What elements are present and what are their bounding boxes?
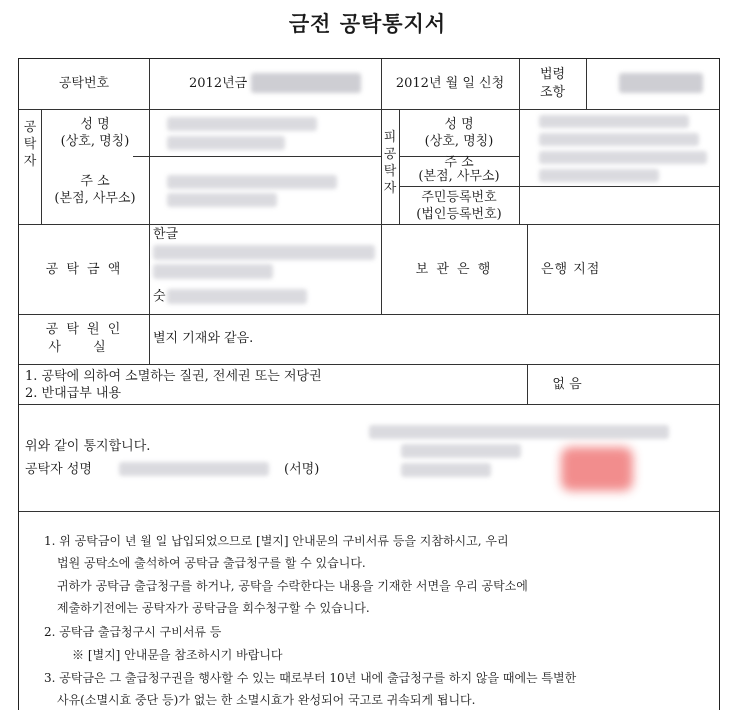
col-divider [586,59,587,109]
depositor-side-label: 공 탁 자 [23,120,37,169]
depositee-side-label: 피 공 탁 자 [383,130,397,196]
cause-label: 공 탁 원 인 [45,322,123,337]
redacted-area [153,245,375,260]
row-divider [519,186,719,187]
amount-numeric-prefix: 숫 [153,289,166,304]
depositee-regno-label-sub: (법인등록번호) [416,207,502,222]
redacted-area [167,117,317,131]
redacted-area [119,462,269,476]
cause-label-sub: 사 실 [48,340,120,355]
depositee-name-label: 성 명 [444,117,474,132]
redacted-area [251,73,361,93]
statute-label-line2: 조항 [539,85,566,100]
seal-stamp [561,447,633,491]
rights-value: 없 음 [552,377,582,392]
notice-p1-line2: 법원 공탁소에 출석하여 공탁금 출급청구를 할 수 있습니다. [57,556,366,570]
row-divider [133,156,381,157]
depositee-regno-label: 주민등록번호 [421,190,497,205]
rights-line2: 2. 반대급부 내용 [25,386,122,401]
depositee-address-label: 주 소 [444,155,474,170]
redacted-area [539,133,699,146]
depositee-address-label-sub: (본점, 사무소) [418,169,500,184]
notice-p2: 2. 공탁금 출급청구시 구비서류 등 [44,625,222,639]
redacted-area [401,444,521,458]
row-divider [19,314,719,315]
amount-label: 공 탁 금 액 [45,262,123,277]
bank-label: 보 관 은 행 [415,262,493,277]
deposit-number-value: 2012년금 [189,76,248,91]
col-divider [149,109,150,224]
notice-p3-line2: 사유(소멸시효 중단 등)가 없는 한 소멸시효가 완성되어 국고로 귀속되게 됩니다. [57,693,476,707]
row-divider [19,404,719,405]
depositor-address-label-sub: (본점, 사무소) [54,191,136,206]
redacted-area [369,425,669,439]
redacted-area [619,73,703,93]
depositor-name-label: 성 명 [80,117,110,132]
redacted-area [539,169,659,182]
redacted-area [167,136,285,150]
cause-value: 별지 기재와 같음. [153,331,254,346]
statute-label-line1: 법령 [539,67,566,82]
notify-line: 위와 같이 통지합니다. [25,439,151,454]
row-divider [19,109,719,110]
redacted-area [539,151,707,164]
redacted-area [167,289,307,304]
depositor-address-label: 주 소 [80,174,110,189]
deposit-number-label: 공탁번호 [58,76,110,91]
col-divider [149,224,150,364]
document-title: 금전 공탁통지서 [288,11,447,36]
amount-korean-prefix: 한글 [153,227,179,242]
redacted-area [153,264,273,279]
col-divider [527,224,528,314]
redacted-area [539,115,689,128]
bank-value: 은행 지점 [541,262,601,277]
notice-p1-line1: 1. 위 공탁금이 년 월 일 납입되었으므로 [별지] 안내문의 구비서류 등을 지참하시고, 우리 [44,534,509,548]
redacted-area [167,193,277,207]
depositor-name-label-sub: (상호, 명칭) [60,134,130,149]
notice-p2-note: ※ [별지] 안내문을 참조하시기 바랍니다 [72,648,283,662]
notice-p1-line4: 제출하기전에는 공탁자가 공탁금을 회수청구할 수 있습니다. [57,601,370,615]
application-date: 2012년 월 일 신청 [395,76,505,91]
row-divider [19,364,719,365]
redacted-area [167,175,337,189]
notice-p3-line1: 3. 공탁금은 그 출급청구권을 행사할 수 있는 때로부터 10년 내에 출급청구를 하지 않을 때에는 특별한 [44,671,577,685]
rights-line1: 1. 공탁에 의하여 소멸하는 질권, 전세권 또는 저당권 [25,369,322,384]
redacted-area [401,463,491,477]
col-divider [519,59,520,224]
row-divider [19,511,719,512]
row-divider [399,186,519,187]
sign-label: (서명) [284,462,320,477]
depositee-name-label-sub: (상호, 명칭) [424,134,494,149]
signer-label: 공탁자 성명 [25,462,92,477]
notice-p1-line3: 귀하가 공탁금 출급청구를 하거나, 공탁을 수락한다는 내용을 기재한 서면을 우리 공탁소에 [57,579,528,593]
col-divider [149,59,150,109]
row-divider [19,224,719,225]
